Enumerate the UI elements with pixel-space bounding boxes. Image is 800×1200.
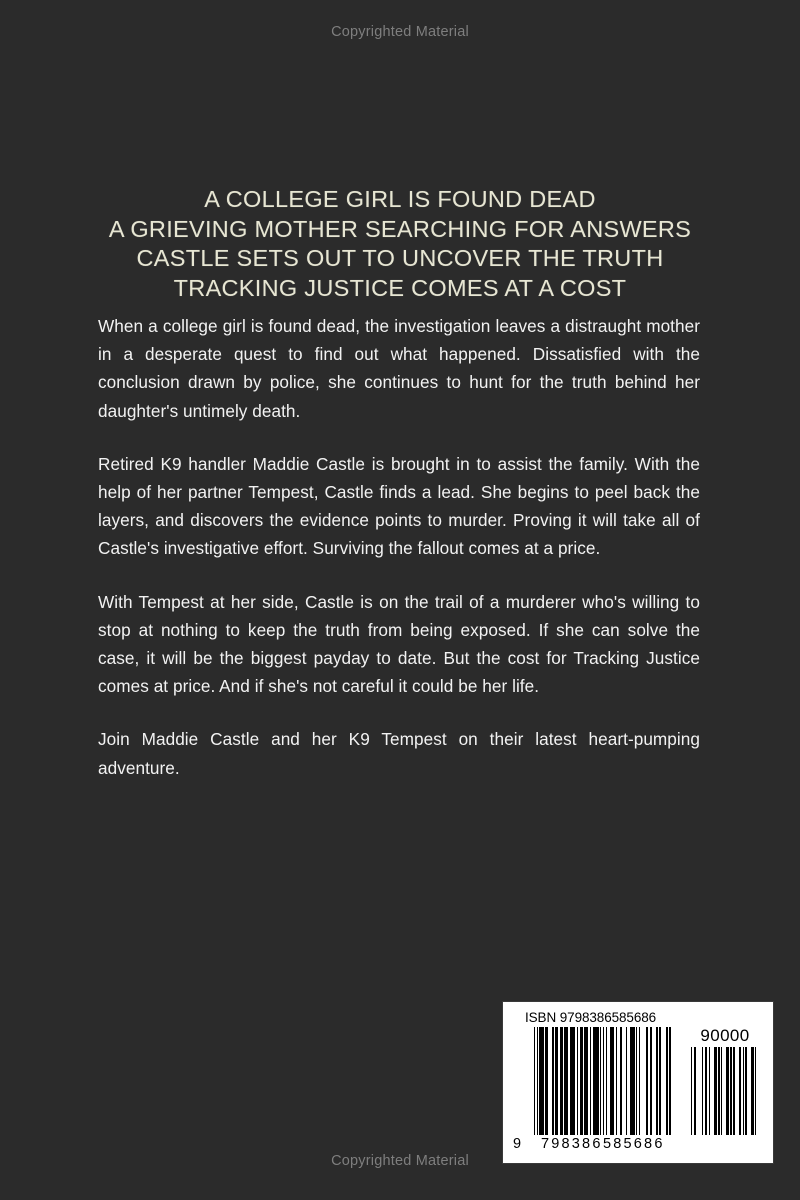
isbn-label: ISBN 9798386585686 [525,1010,657,1025]
ean13-bars [525,1027,677,1135]
isbn-barcode-block [502,1001,774,1164]
barcode-row [511,1027,765,1159]
price-addon-barcode [691,1027,759,1135]
ean13-digit-lead: 9 [513,1136,522,1152]
tagline-line-3: CASTLE SETS OUT TO UNCOVER THE TRUTH [136,245,664,271]
blurb-paragraph-2: Retired K9 handler Maddie Castle is brought in to assist the family. With the help of her partner Tempest, Castle finds a lead. She begins to peel back the layers, and discovers the evidence points to murder. Proving it will take all of Castle's investigative effort. Surviving the fallout comes at a price. [98,453,700,559]
blurb-paragraph-3: With Tempest at her side, Castle is on the trail of a murderer who's willing to stop at nothing to keep the truth from being exposed. If she can solve the case, it will be the biggest payday to date. But the cost for Tracking Justice comes at price. And if she's not careful it could be her life. [98,591,700,697]
ean13-digit-right-group: 585686 [603,1136,665,1152]
book-description [98,312,700,782]
tagline-line-4: TRACKING JUSTICE COMES AT A COST [173,274,627,301]
price-addon-bars [691,1047,759,1135]
ean13-barcode [513,1027,677,1152]
ean13-digit-left-group: 798386 [541,1136,603,1152]
tagline-block [0,185,800,303]
blurb-paragraph-1: When a college girl is found dead, the investigation leaves a distraught mother in a desperate quest to find out what happened. Dissatisfied with the conclusion drawn by police, she continues to hunt for the truth behind her daughter's untimely death. [98,316,700,421]
blurb-paragraph-4: Join Maddie Castle and her K9 Tempest on their latest heart-pumping adventure. [98,729,700,778]
copyright-notice-top: Copyrighted Material [331,24,469,40]
tagline-line-2: A GRIEVING MOTHER SEARCHING FOR ANSWERS [108,215,692,242]
copyright-notice-bottom: Copyrighted Material [331,1153,469,1169]
price-addon-label: 90000 [700,1026,750,1045]
tagline-line-1: A COLLEGE GIRL IS FOUND DEAD [204,186,596,212]
